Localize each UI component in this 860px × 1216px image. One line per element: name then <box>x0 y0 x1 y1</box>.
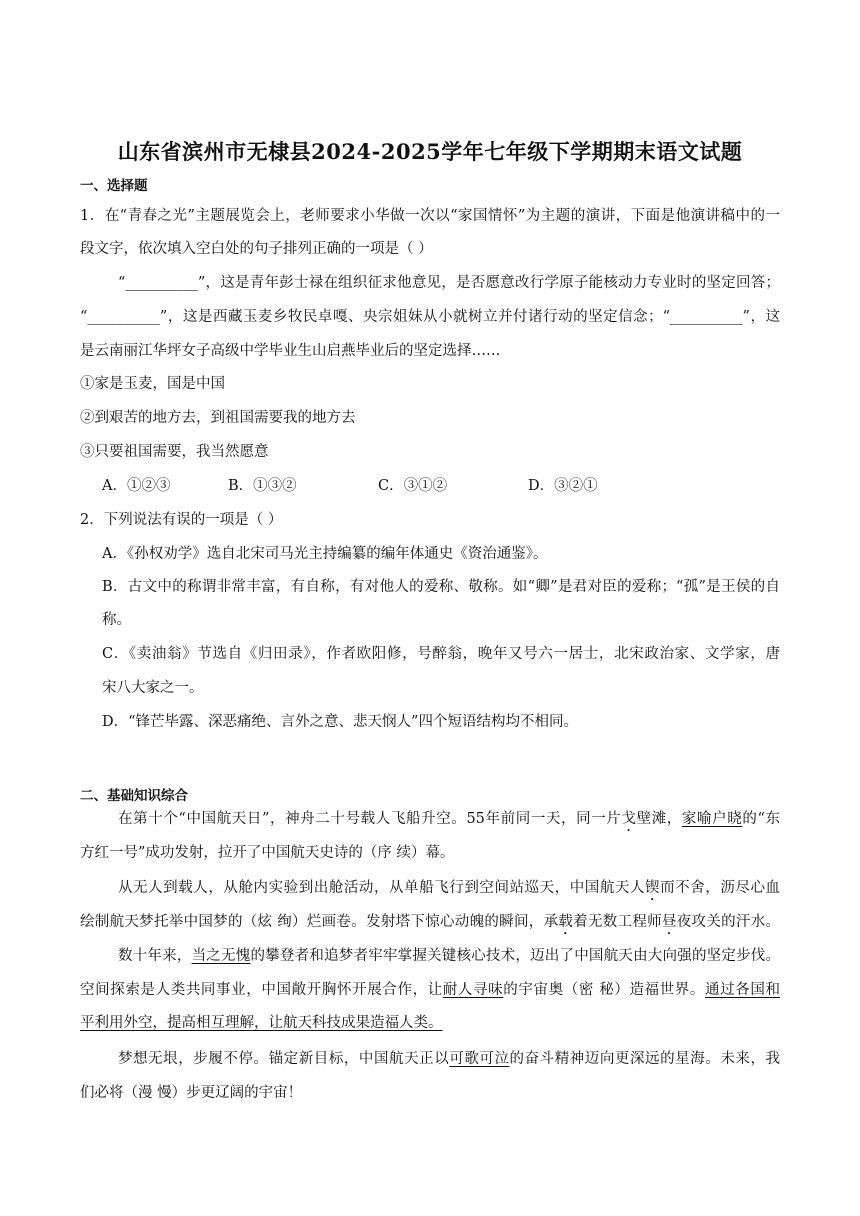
q2-option-c-line1: C．《卖油翁》节选自《归田录》，作者欧阳修，号醉翁，晚年又号六一居士，北宋政治家、文学家，唐 <box>102 646 780 662</box>
q1-option-d: D．③②① <box>528 478 598 494</box>
section-heading-choice: 一、选择题 <box>80 178 148 194</box>
p3-line2: 空间探索是人类共同事业，中国敞开胸怀开展合作，让耐人寻味的宇宙奥（密 秘）造福世界。通过各国和 <box>80 982 780 998</box>
p1-line2: 方红一号”成功发射，拉开了中国航天史诗的（序 续）幕。 <box>80 845 455 861</box>
p3-line3 <box>80 1011 780 1032</box>
q1-sentence-1: ①家是玉麦，国是中国 <box>80 376 225 392</box>
q1-passage-line1: “__________”，这是青年彭士禄在组织征求他意见，是否愿意改行学原子能核动力专业时的坚定回答； <box>118 275 780 291</box>
page-title: 山东省滨州市无棣县2024-2025学年七年级下学期期末语文试题 <box>117 139 743 164</box>
underlined-phrase-dangzhiwukui: 当之无愧 <box>191 948 251 964</box>
p2-line1: 从无人到载人，从舱内实验到出舱活动，从单船飞行到空间站巡天，中国航天人锲而不舍，沥尽心血 <box>118 880 781 896</box>
q1-passage-line2: “__________”，这是西藏玉麦乡牧民卓嘎、央宗姐妹从小就树立并付诸行动的坚定信念；“__________”，这 <box>80 309 780 325</box>
q2-option-b-line2: 称。 <box>102 612 131 628</box>
q1-option-a: A．①②③ <box>102 478 171 494</box>
q1-stem-line2: 段文字，依次填入空白处的句子排列正确的一项是（ ） <box>80 241 433 257</box>
q2-stem: 2．下列说法有误的一项是（ ） <box>80 512 283 528</box>
p3-line1: 数十年来，当之无愧的攀登者和追梦者牢牢掌握关键核心技术，迈出了中国航天由大向强的坚定步伐。 <box>118 948 781 964</box>
p4-line2: 们必将（漫 慢）步更辽阔的宇宙！ <box>80 1085 303 1101</box>
q1-sentence-2: ②到艰苦的地方去，到祖国需要我的地方去 <box>80 410 356 426</box>
p1-line1: 在第十个“中国航天日”，神舟二十号载人飞船升空。55年前同一天，同一片戈壁滩，家喻户晓的“东 <box>118 811 780 827</box>
q1-sentence-3: ③只要祖国需要，我当然愿意 <box>80 444 269 460</box>
q2-option-b-line1: B．古文中的称谓非常丰富，有自称，有对他人的爱称、敬称。如“卿”是君对臣的爱称；“孤”是王侯的自 <box>102 579 780 595</box>
p2-line2: 绘制航天梦托举中国梦的（炫 绚）烂画卷。发射塔下惊心动魄的瞬间，承载着无数工程师昼夜攻关的汗水。 <box>80 914 781 930</box>
underlined-phrase-kegekeqi: 可歌可泣 <box>449 1051 510 1067</box>
underlined-sentence: 平利用外空，提高相互理解，让航天科技成果造福人类。 <box>80 1015 443 1031</box>
underlined-phrase-jiayuhuxiao: 家喻户晓 <box>681 811 743 827</box>
q1-option-b: B．①③② <box>228 478 297 494</box>
q2-option-d: D．“锋芒毕露、深恶痛绝、言外之意、悲天悯人”四个短语结构均不相同。 <box>102 714 578 730</box>
underlined-phrase-nairenxunwei: 耐人寻味 <box>442 982 504 998</box>
section-heading-knowledge: 二、基础知识综合 <box>80 788 188 804</box>
p4-line1: 梦想无垠，步履不停。锚定新目标，中国航天正以可歌可泣的奋斗精神迈向更深远的星海。未来，我 <box>118 1051 781 1067</box>
q2-option-a: A．《孙权劝学》选自北宋司马光主持编纂的编年体通史《资治通鉴》。 <box>102 546 548 562</box>
q1-passage-line3: 是云南丽江华坪女子高级中学毕业生山启燕毕业后的坚定选择…… <box>80 343 501 359</box>
q1-option-c: C．③①② <box>378 478 448 494</box>
q2-option-c-line2: 宋八大家之一。 <box>102 680 204 696</box>
q1-stem-line1: 1．在“青春之光”主题展览会上，老师要求小华做一次以“家国情怀”为主题的演讲，下面是他演讲稿中的一 <box>80 208 780 224</box>
